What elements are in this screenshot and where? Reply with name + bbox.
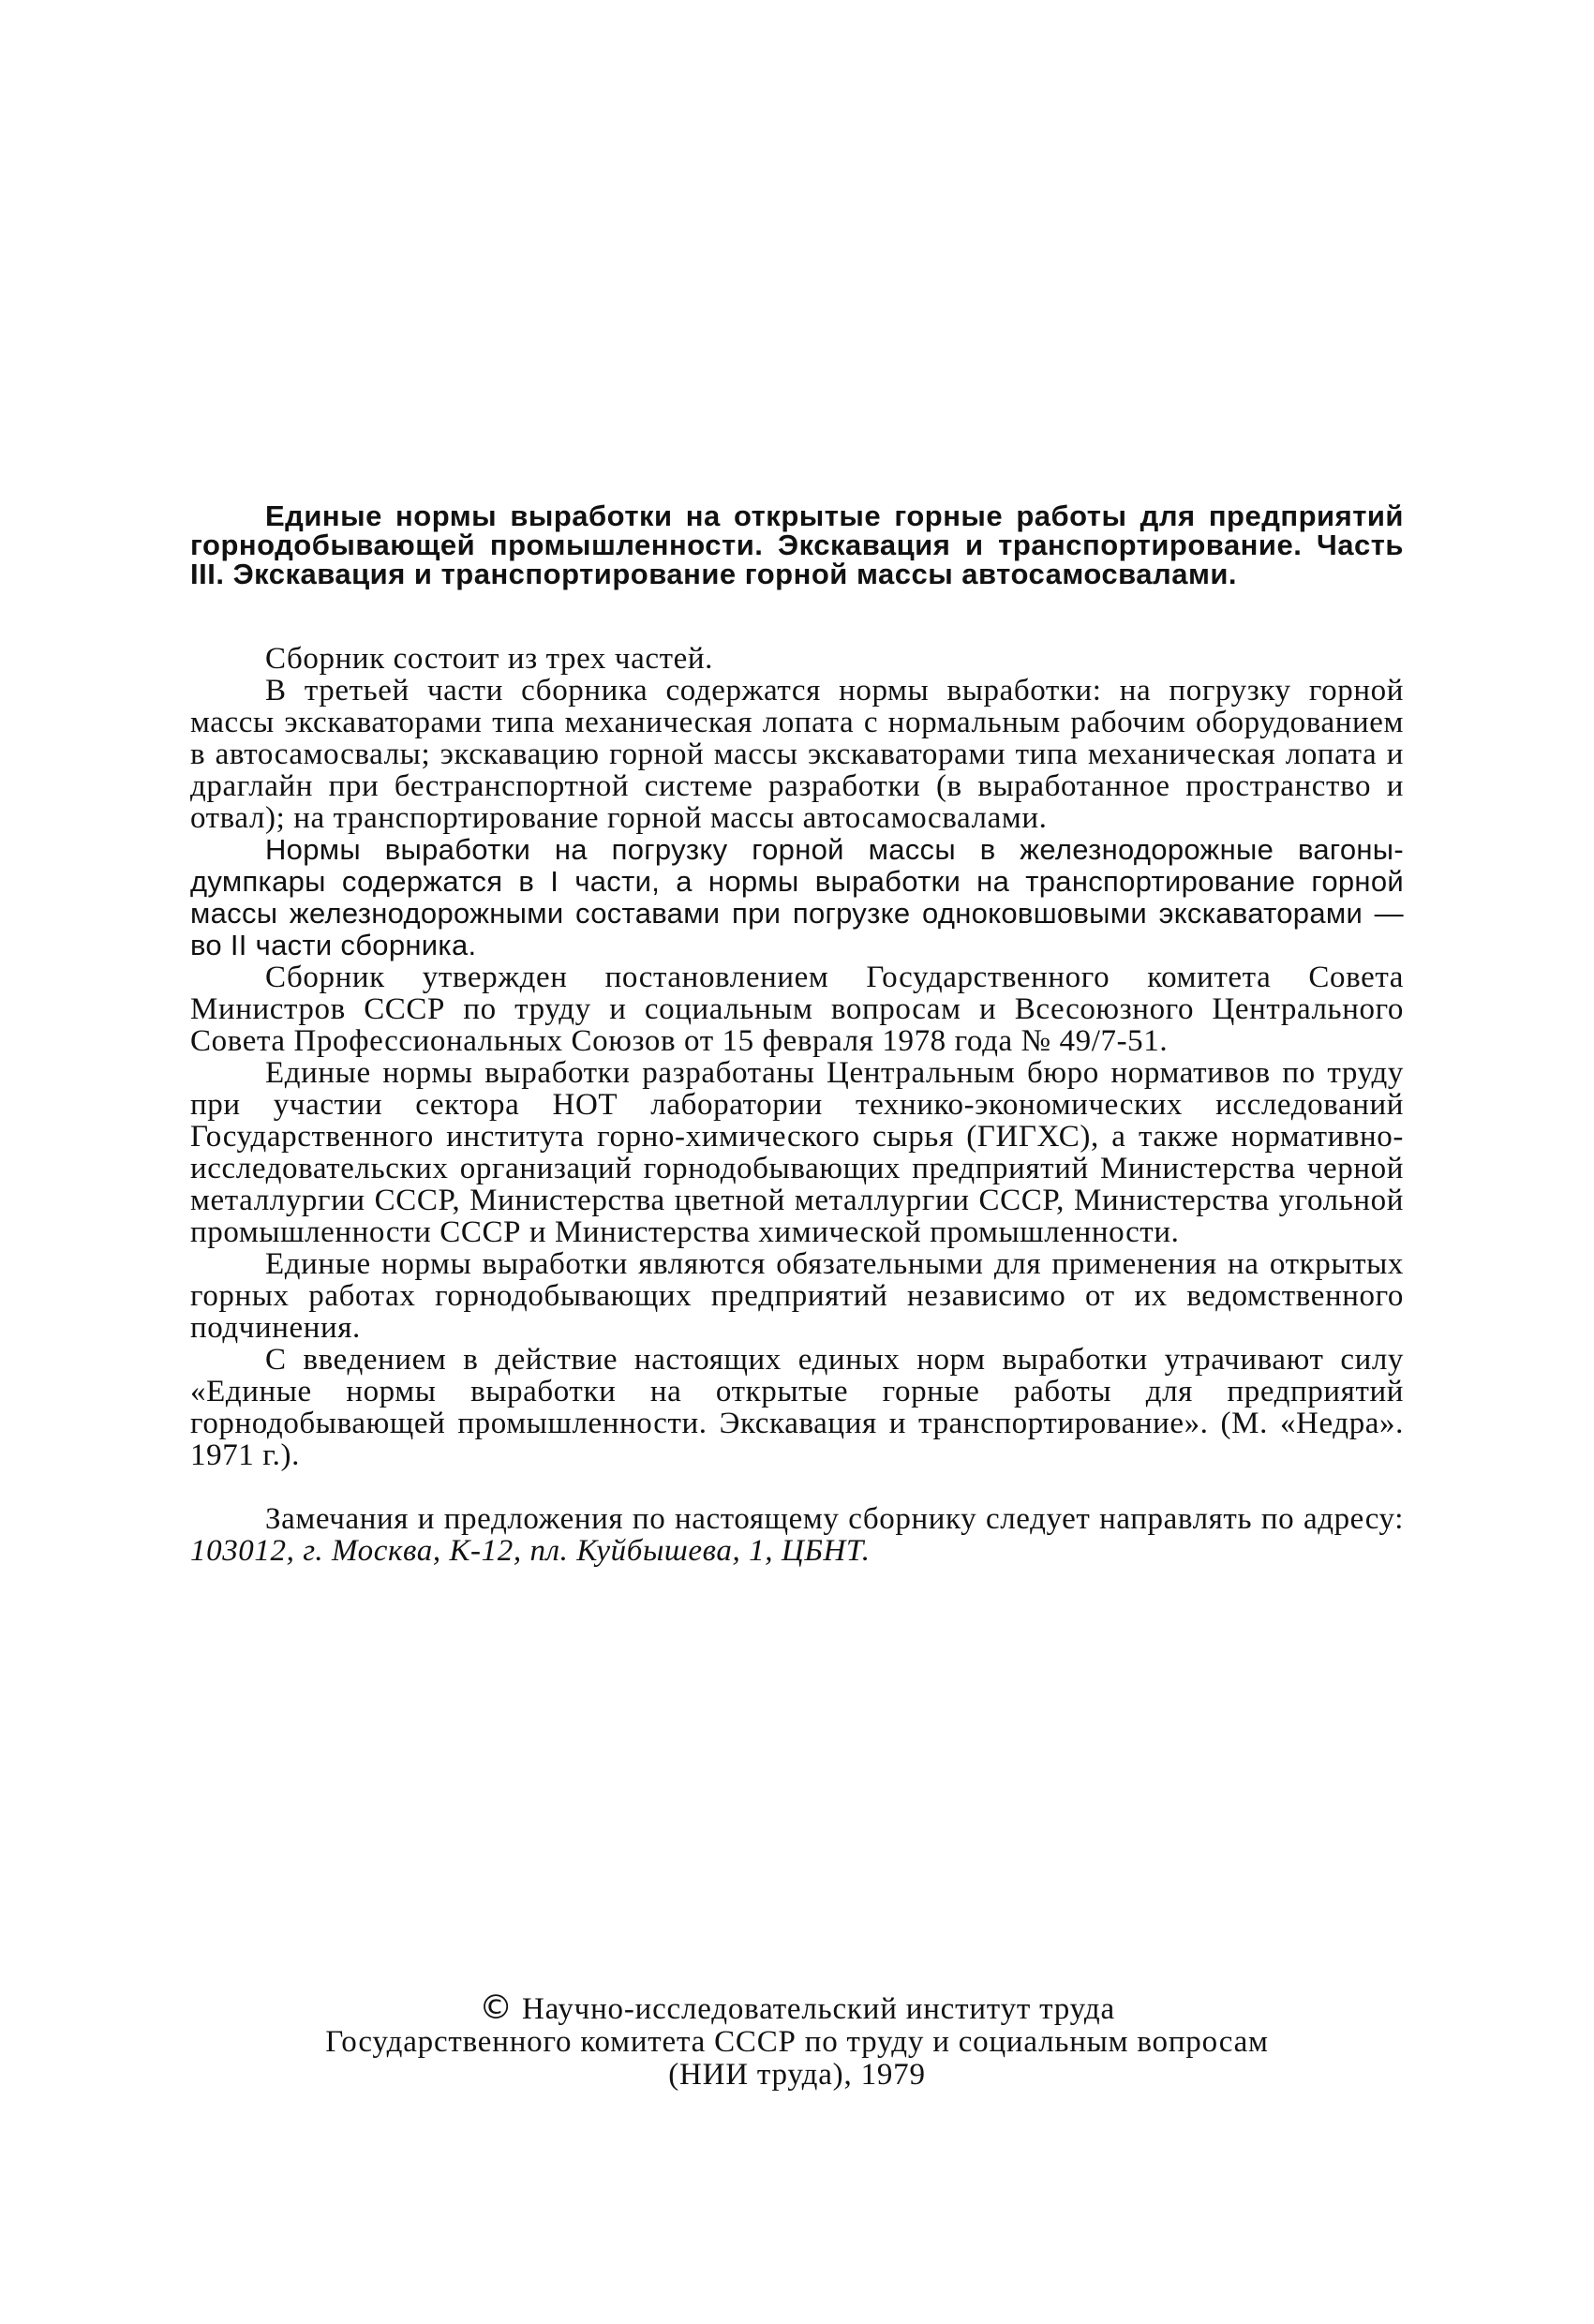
- copyright-institute: Научно-исследовательский институт труда: [521, 1992, 1115, 2026]
- copyright-symbol: ©: [479, 1989, 514, 2027]
- paragraph-approval: Сборник утвержден постановлением Государственного комитета Совета Министров СССР по труду и социальным вопросам и Всесоюзного Центрального Совета Профессиональных Союзов от 15 февраля 1978 года № 49/7-51.: [190, 961, 1404, 1058]
- remarks-text: Замечания и предложения по настоящему сборнику следует направлять по адресу:: [265, 1502, 1404, 1536]
- bibliographic-entry: Единые нормы выработки на открытые горные работы для предприятий горнодобывающей промышленности. Экскавация и транспортирование. Часть III. Экскавация и транспортирование горной массы автосамосвалами.: [190, 499, 1404, 590]
- paragraph-remarks: [190, 1503, 1404, 1567]
- paragraph-parts: Сборник состоит из трех частей.: [265, 642, 713, 676]
- paragraph-third-part: В третьей части сборника содержатся нормы выработки: на погрузку горной массы экскаваторами типа механическая лопата с нормальным рабочим оборудованием в автосамосвалы; экскавацию горной массы экскаваторами типа механическая лопата и драглайн при бестранспортной системе разработки (в выработанное пространство и отвал); на транспортирование горной массы автосамосвалами.: [190, 674, 1404, 835]
- copyright-line-2: Государственного комитета СССР по труду и социальным вопросам: [325, 2025, 1269, 2059]
- remarks-address: 103012, г. Москва, К-12, пл. Куйбышева, 1, ЦБНТ.: [190, 1534, 871, 1568]
- copyright-block: [190, 1991, 1404, 2092]
- paragraph-developers: Единые нормы выработки разработаны Центральным бюро нормативов по труду при участии сектора НОТ лаборатории технико-экономических исследований Государственного института горно-химического сырья (ГИГХС), а также нормативно-исследовательских организаций горнодобывающих предприятий Министерства черной металлургии СССР, Министерства цветной металлургии СССР, Министерства угольной промышленности СССР и Министерства химической промышленности.: [190, 1056, 1404, 1249]
- paragraph-supersedes: С введением в действие настоящих единых норм выработки утрачивают силу «Единые нормы выработки на открытые горные работы для предприятий горнодобывающей промышленности. Экскавация и транспортирование». (М. «Недра». 1971 г.).: [190, 1343, 1404, 1472]
- copyright-line-1: [190, 1991, 1404, 2026]
- main-text-block: [190, 501, 1404, 1567]
- paragraph-obligation: Единые нормы выработки являются обязательными для применения на открытых горных работах горнодобывающих предприятий независимо от их ведомственного подчинения.: [190, 1247, 1404, 1345]
- copyright-line-3: (НИИ труда), 1979: [668, 2058, 926, 2092]
- paragraph-other-parts: Нормы выработки на погрузку горной массы в железнодорожные вагоны-думпкары содержатся в I части, а нормы выработки на транспортирование горной массы железнодорожными составами при погрузке одноковшовыми экскаваторами — во II части сборника.: [190, 833, 1404, 961]
